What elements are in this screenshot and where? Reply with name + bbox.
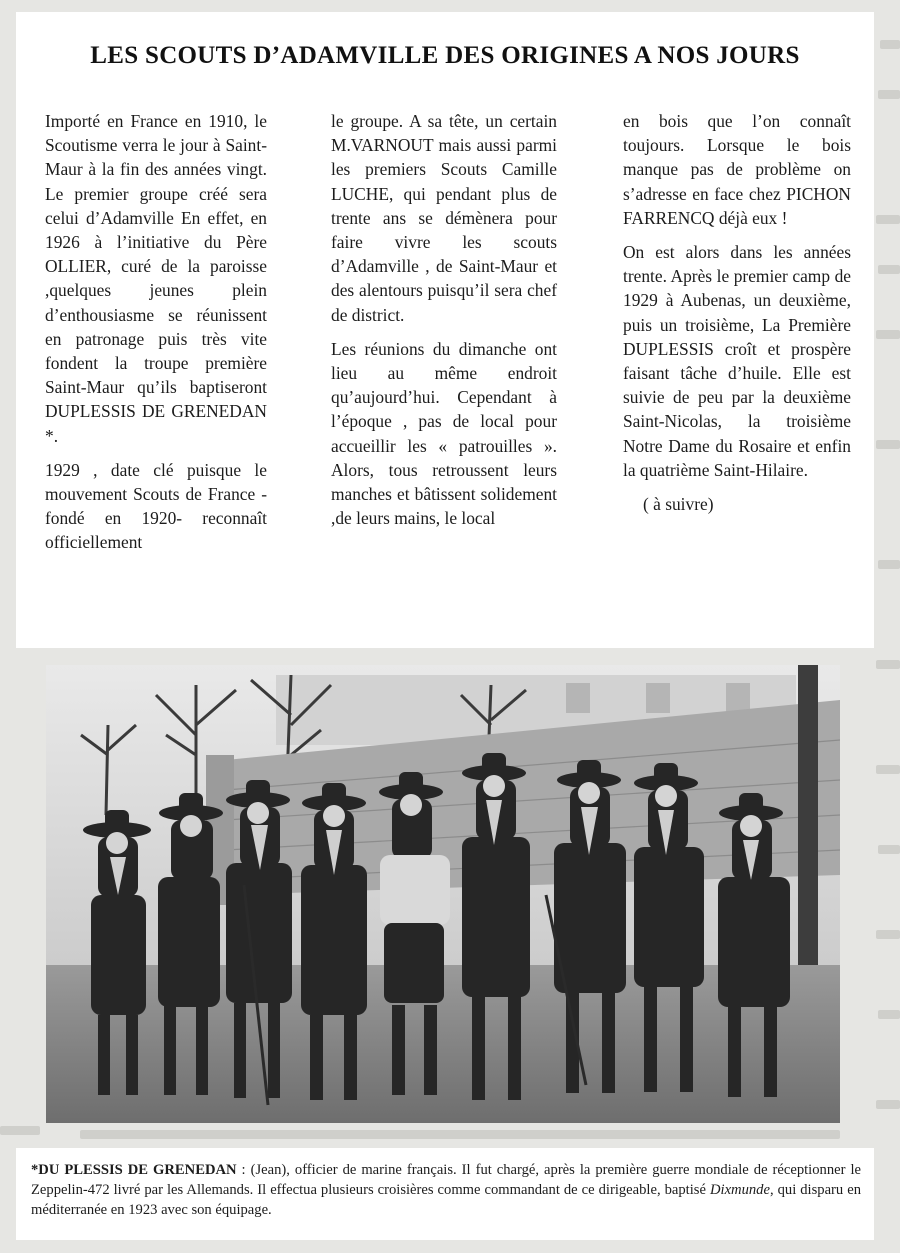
article-column-1 [45, 109, 267, 565]
article-panel [16, 12, 874, 648]
page-title: LES SCOUTS D’ADAMVILLE DES ORIGINES A NOS JOURS [90, 42, 800, 69]
photo-illustration [46, 665, 840, 1123]
footnote-italic: Dixmunde [709, 1182, 770, 1198]
footnote-panel [16, 1148, 874, 1240]
to-be-continued: ( à suivre) [643, 494, 714, 515]
footnote-lead: *DU PLESSIS DE GRENEDAN [31, 1162, 237, 1178]
article-column-3 [623, 109, 851, 526]
footnote [31, 1160, 861, 1220]
footnote-text: : (Jean), officier de marine français. Il fut chargé, après la première guerre mondiale de réceptionner le Zeppelin-472 livré par les Allemands. Il effectua plusieurs croisières comme commandant de ce dirigeable, baptisé [31, 1162, 861, 1198]
paragraph: 1929 , date clé puisque le mouvement Scouts de France - fondé en 1920- reconnaît officiellement [45, 459, 267, 553]
paragraph: le groupe. A sa tête, un certain M.VARNOUT mais aussi parmi les premiers Scouts Camille LUCHE, qui pendant plus de trente ans se démènera pour faire vivre les scouts d’Adamville , de Saint-Maur et des alentours puisqu’il sera chef de district. [331, 111, 557, 325]
paragraph: Les réunions du dimanche ont lieu au même endroit qu’aujourd’hui. Cependant à l’époque , pas de local pour accueillir les « patrouilles ». Alors, tous retroussent leurs manches et bâtissent solidement ,de leurs mains, le local [331, 338, 557, 529]
paragraph: Importé en France en 1910, le Scoutisme verra le jour à Saint-Maur à la fin des années vingt. Le premier groupe créé sera celui d’Adamville En effet, en 1926 à l’initiative du Père OLLIER, curé de la paroisse ,quelques jeunes plein d’enthousiasme se réunissent en patronage puis très vite fondent la troupe première Saint-Maur qu’ils baptiseront DUPLESSIS DE GRENEDAN *. [45, 111, 267, 446]
paragraph: en bois que l’on connaît toujours. Lorsque le bois manque pas de problème on s’adresse en face chez PICHON FARRENCQ déjà eux ! [623, 111, 851, 228]
article-column-2 [331, 109, 557, 540]
paragraph: On est alors dans les années trente. Après le premier camp de 1929 à Aubenas, un deuxième, puis un troisième, La Première DUPLESSIS croît et prospère faisant tâche d’huile. Elle est suivie de peu par la deuxième Saint-Nicolas, la troisième Notre Dame du Rosaire et enfin la quatrième Saint-Hilaire. [623, 242, 851, 480]
footnote-text-end: , qui disparu en méditerranée en 1923 avec son équipage. [31, 1182, 861, 1218]
scouts-group-photo [46, 665, 840, 1123]
